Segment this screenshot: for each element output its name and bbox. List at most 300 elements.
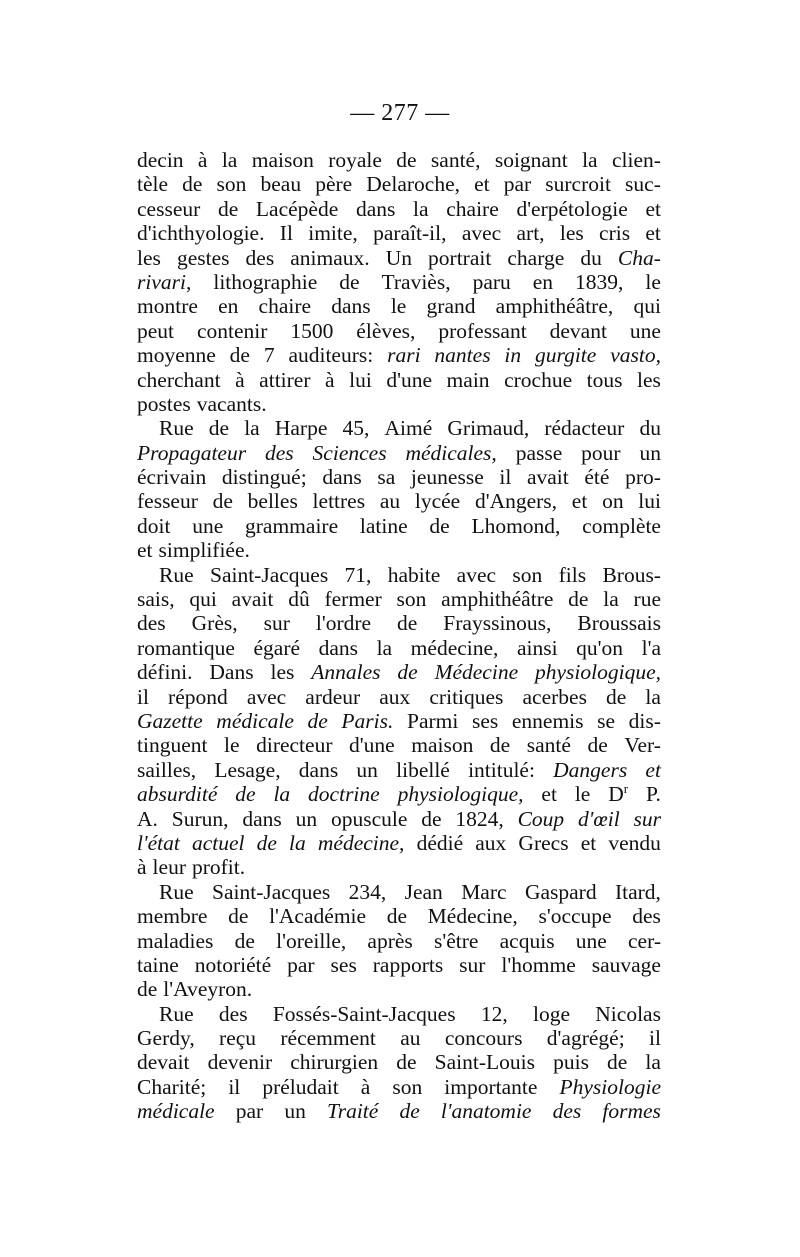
word: simplifiée. [158,538,250,563]
word: avait [526,465,569,490]
word: taine [137,952,179,977]
word: maison [251,148,314,172]
word: 1500 [290,318,334,343]
word: et [137,538,153,563]
word: lithographie [213,269,318,294]
text-line [137,831,661,855]
word: jeunesse [410,465,484,490]
word: Nicolas [595,1001,661,1026]
word: chirurgien [290,1050,379,1075]
word: P. [645,782,661,807]
word: en [218,294,239,319]
word: son [216,172,247,197]
word: sur [633,806,661,831]
word: critiques [429,684,504,709]
word: les [559,221,584,246]
word: Ver- [624,733,661,758]
text-line [137,563,661,587]
word: de [386,904,408,929]
word: acquis [499,928,555,953]
word: Harpe [274,416,328,441]
word: Rue [159,879,194,904]
word: de [235,782,256,807]
word: animaux. [290,245,370,270]
word: d'une [386,367,433,392]
word: Coup [517,806,565,831]
word: médicale [216,708,294,733]
word: dans [322,465,362,490]
text-line [137,221,661,245]
text-line [137,197,661,221]
word: préludait [262,1074,339,1099]
word: Lesage, [214,757,281,782]
word: Saint-Louis [434,1050,535,1075]
word: tèle [137,172,169,197]
word: cherchant [137,367,221,392]
word: dans [298,757,339,782]
text-line [137,1026,661,1050]
word: distingué; [221,465,307,490]
word: Rue [159,416,194,441]
body-text [137,148,661,1124]
text-line [137,611,661,635]
word: Physiologie [559,1074,661,1099]
word: loge [532,1001,571,1026]
word: la [289,830,306,855]
word: de [212,489,233,514]
word: dans [242,806,282,831]
word: sur [459,952,486,977]
word: Gazette [137,708,203,733]
word: tinguent [137,733,208,758]
word: avait [231,587,274,612]
word: Dangers [553,757,628,782]
word: l'Aveyron. [163,977,253,1002]
word: de [208,416,230,441]
word: ainsi [516,635,558,660]
word: la [244,416,260,441]
word: Grecs [518,830,569,855]
word: de [307,708,328,733]
text-line [137,148,661,172]
word: Surun, [171,806,229,831]
word: qui [189,587,217,612]
text-line [137,660,661,684]
word: il [499,465,512,490]
word: 7 [263,343,275,368]
text-line [137,514,661,538]
word: des [552,1099,582,1124]
word: l'Académie [269,904,367,929]
word: au [400,1026,421,1051]
word: et [645,196,661,221]
word: Annales [311,660,381,685]
word: imite, [308,221,358,246]
word: vasto, [610,343,661,368]
page-number: — 277 — [350,100,450,126]
word: fils [558,562,587,587]
word: la [603,587,619,612]
word: il [649,1026,661,1051]
word: sais, [137,587,175,612]
word: dans [318,635,359,660]
word: des [218,1001,248,1026]
word: Frayssinous, [443,611,552,636]
word: pro- [625,465,661,490]
word: la [582,148,598,172]
word: habite [387,562,441,587]
word: ses [471,708,499,733]
word: par [503,172,532,197]
word: il [137,684,149,709]
text-line [137,855,661,879]
word: de [607,1050,628,1075]
word: dans [355,196,396,221]
word: montre [137,294,198,319]
word: 71, [344,562,372,587]
word: pour [581,440,621,465]
word: grand [426,294,476,319]
word: Aimé [384,416,433,441]
word: absurdité [137,782,218,807]
word: cris [599,221,631,246]
word: dis- [628,708,661,733]
text-line [137,319,661,343]
word: Delaroche, [366,172,460,197]
text-line [137,1075,661,1099]
word: Médecine [434,660,519,685]
word: doctrine [308,782,380,807]
text-line [137,807,661,831]
word: Rue [159,1001,194,1026]
text-line [137,270,661,294]
word: de [228,904,249,929]
word: reçu [219,1026,257,1051]
word: moyenne [137,343,216,368]
word: vacants. [196,391,267,416]
word: Paris. [341,708,394,733]
word: maladies [137,928,214,953]
word: auditeurs: [288,343,374,368]
word: importante [444,1074,538,1099]
word: Il [279,221,293,246]
word: clien- [611,148,661,172]
word: Sciences [312,440,387,465]
word: notoriété [194,952,272,977]
word: chaire [446,196,499,221]
word: tous [586,367,623,392]
word: lycée [414,489,461,514]
text-line [137,1002,661,1026]
word: d'ichthyologie. [137,221,265,246]
word: l'ordre [315,611,372,636]
word: Cha- [617,245,661,270]
word: le [645,269,661,294]
word: avec [246,684,287,709]
text-line [137,538,661,562]
word: puis [553,1050,589,1075]
word: fesseur [137,489,198,514]
word: les [637,367,661,392]
word: Brous- [602,562,661,587]
word: Fossés-Saint-Jacques [272,1001,456,1026]
word: la [376,635,393,660]
word: libellé [396,757,450,782]
word: amphithéâtre [441,587,554,612]
word: maison [411,733,474,758]
word: royale [328,148,382,172]
word: amphithéâtre, [495,294,614,319]
word: sur [263,611,290,636]
word: ses [330,952,357,977]
word: à [360,1074,371,1099]
word: élèves, [356,318,416,343]
word: il [228,1074,241,1099]
word: professant [438,318,527,343]
word: rédacteur [544,416,625,441]
word: Parmi [407,708,459,733]
text-line [137,636,661,660]
text-line [137,172,661,196]
word: formes [602,1099,661,1124]
word: sa [377,465,396,490]
word: Traité [326,1099,379,1124]
text-line [137,685,661,709]
word: et [645,221,661,246]
word: avec [461,221,502,246]
word: à [325,367,335,392]
word: la [645,684,661,709]
word: des [245,245,275,270]
word: un [639,440,661,465]
word: Traviès, [381,269,451,294]
word: aux [475,830,507,855]
word: de [397,611,418,636]
word: le [224,733,240,758]
word: Grès, [191,611,238,636]
word: qu'on [576,635,624,660]
word: gurgite [535,343,597,368]
word: 1824, [455,806,504,831]
word: Saint-Jacques [209,562,329,587]
word: gestes [176,245,230,270]
word: l'oreille, [276,928,347,953]
word: on [602,489,624,514]
word: et [474,172,490,197]
word: l'anatomie [440,1099,532,1124]
text-line [137,368,661,392]
word: decin [137,148,184,172]
text-line [137,1050,661,1074]
word: le [574,782,591,807]
word: Charité; [137,1074,207,1099]
word: Un [385,245,412,270]
word: portrait [428,245,492,270]
word: de [182,172,203,197]
word: latine [359,513,408,538]
word: de [397,660,418,685]
word: A. [137,806,158,831]
word: rari [387,343,421,368]
word: médecine, [410,635,499,660]
word: et [541,782,557,807]
word: l'état [137,830,180,855]
word: médicales, [405,440,497,465]
word: de [421,806,442,831]
word: suc- [625,172,661,197]
word: Lhomond, [471,513,561,538]
word: crochue [504,367,573,392]
word: main [446,367,490,392]
word: de [399,1099,420,1124]
word: de [217,196,239,221]
word: été [584,465,610,490]
word: une [629,318,661,343]
word: un [356,757,378,782]
word: l'a [641,635,661,660]
word: beau [260,172,302,197]
word: de [229,343,250,368]
word: avec [456,562,497,587]
word: devant [549,318,607,343]
word: et [645,757,661,782]
word: paru [472,269,511,294]
word: 12, [480,1001,508,1026]
word: leur [152,855,186,880]
word: d'une [349,733,395,758]
word: contenir [196,318,268,343]
word: défini. [137,660,193,685]
word: de [339,269,360,294]
text-line [137,343,661,367]
word: Marc [461,879,507,904]
word: nantes [434,343,491,368]
word: son [512,562,543,587]
word: son [396,587,427,612]
word: écrivain [137,465,207,490]
text-line [137,465,661,489]
word: cesseur [137,196,201,221]
word: passe [515,440,563,465]
word: rue [633,587,661,612]
word: Jean [404,879,443,904]
word: dédié [416,830,464,855]
word: une [575,928,607,953]
word: de [137,977,158,1002]
word: chaire [258,294,312,319]
word: profit. [191,855,246,880]
word: Médecine, [427,904,518,929]
text-line [137,1099,661,1123]
word: devait [137,1050,190,1075]
word: 45, [342,416,370,441]
word: 234, [348,879,387,904]
word: opuscule [330,806,408,831]
word: Propagateur [137,440,247,465]
word: un [284,1099,306,1124]
word: en [532,269,554,294]
word: surcroit [545,172,611,197]
word: les [137,245,161,270]
word: répond [168,684,228,709]
word: charge [507,245,565,270]
word: rivari, [137,269,192,294]
word: du [580,245,602,270]
word: récemment [280,1026,376,1051]
word: complète [582,513,661,538]
word: une [192,513,224,538]
text-line [137,929,661,953]
word: physiologique, [535,660,661,685]
word: attirer [259,367,311,392]
word: sailles, [137,757,197,782]
word: lui [349,367,372,392]
word: ennemis [511,708,584,733]
word: Grimaud, [447,416,530,441]
text-line [137,246,661,270]
word: médecine, [317,830,405,855]
text-line [137,441,661,465]
word: les [270,660,295,685]
word: dû [288,587,310,612]
word: par [287,952,315,977]
word: rapports [372,952,444,977]
word: art, [516,221,545,246]
word: Gaspard [524,879,597,904]
word: après [367,928,413,953]
word: de [587,733,608,758]
word: s'occupe [538,904,612,929]
word: in [504,343,522,368]
word: cer- [628,928,661,953]
word: à [137,855,147,880]
word: Lacépède [255,196,339,221]
word: lui [638,489,661,514]
text-line [137,416,661,440]
word: sauvage [591,952,661,977]
word: un [295,806,318,831]
text-line [137,489,661,513]
word: santé, [430,148,481,172]
word: intitulé: [468,757,535,782]
word: santé [526,733,571,758]
word: vendu [608,830,661,855]
word: de [429,513,450,538]
word: de [568,587,589,612]
word: peut [137,318,175,343]
word: son [392,1074,423,1099]
text-line [137,392,661,416]
word: à [235,367,245,392]
word: de [234,928,255,953]
word: ardeur [305,684,361,709]
word: postes [137,391,191,416]
word: le [390,294,407,319]
word: s'être [433,928,479,953]
word: à [197,148,208,172]
text-line [137,953,661,977]
word: la [221,148,238,172]
word: qui [633,294,661,319]
word: actuel [191,830,245,855]
word: Itard, [614,879,661,904]
word: paraît-il, [373,221,447,246]
word: d'Angers, [474,489,558,514]
text-line [137,880,661,904]
word: belles [247,489,298,514]
word: des [264,440,294,465]
word: soignant [494,148,568,172]
